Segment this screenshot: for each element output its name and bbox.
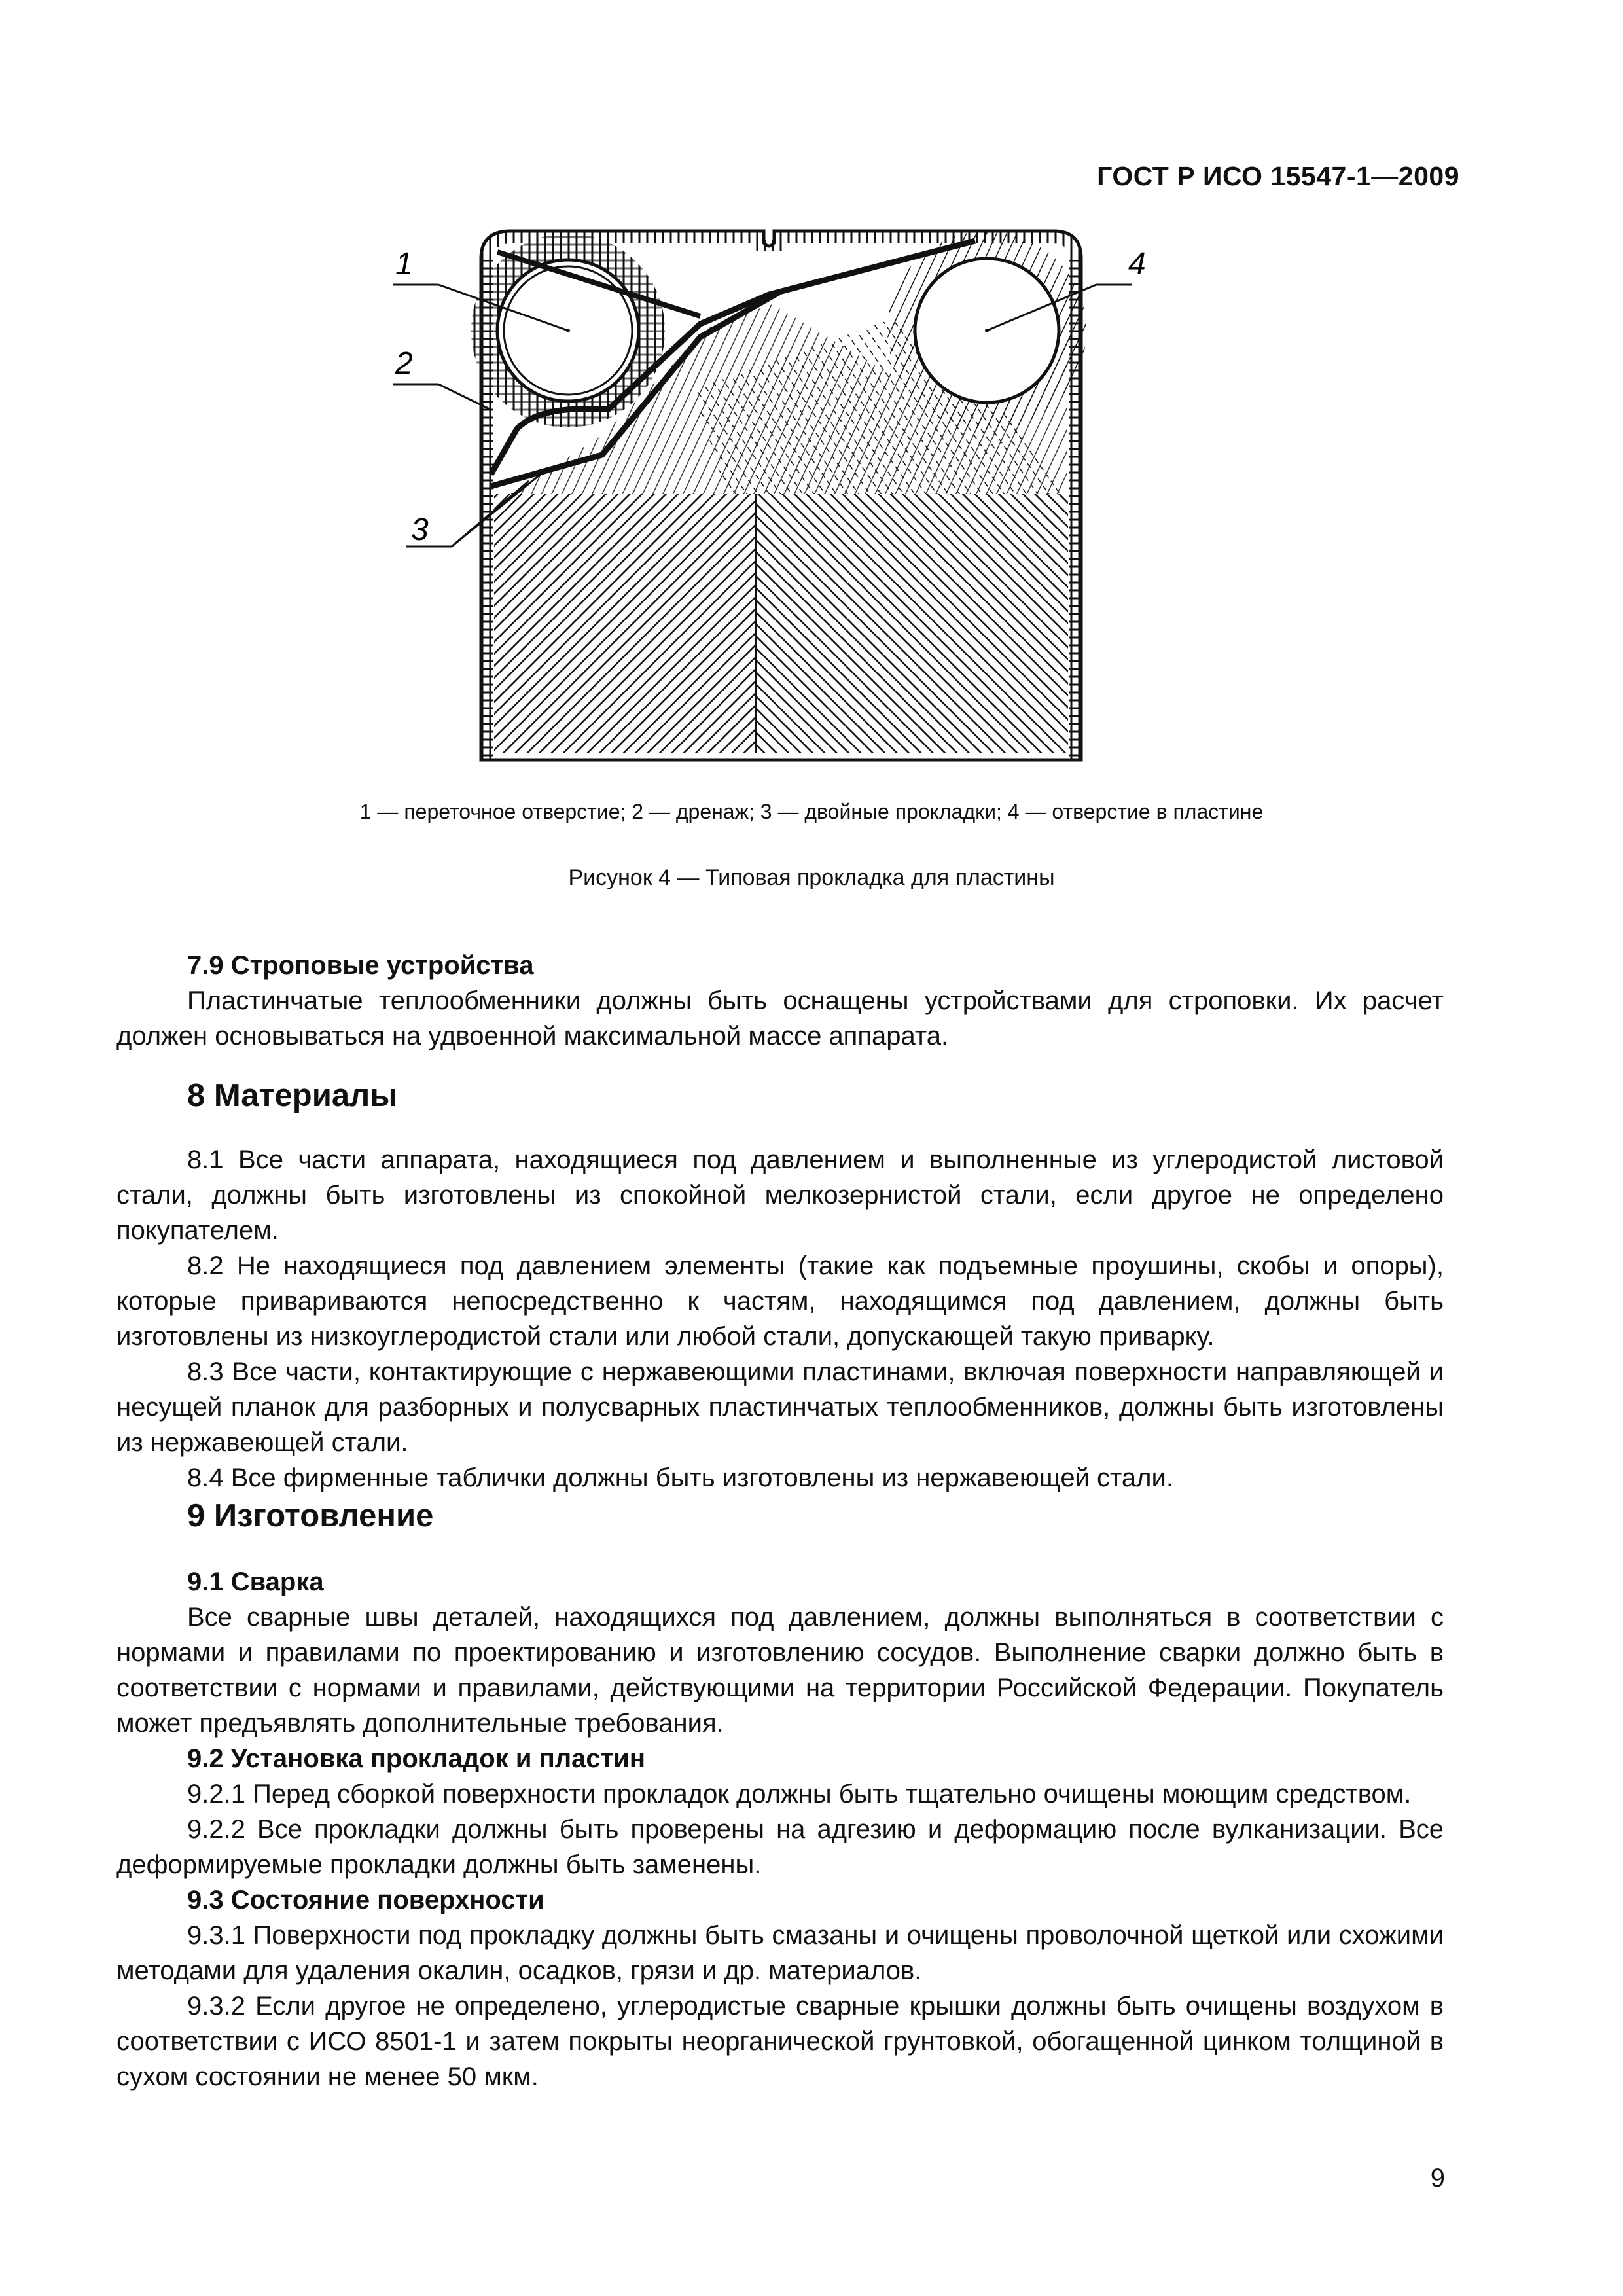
para-9-3-1: 9.3.1 Поверхности под прокладку должны быть смазаны и очищены проволочной щеткой или схожими методами для удаления окалин, осадков, грязи и др. материалов. [116,1921,1444,1985]
section-7-9 [116,948,1444,1054]
section-9-title: 9 Изготовление [187,1498,434,1534]
section-9 [116,1496,1444,1535]
figure-caption: Рисунок 4 — Типовая прокладка для пластины [568,865,1055,890]
section-8 [116,1076,1444,1115]
para-9-2-1: 9.2.1 Перед сборкой поверхности прокладок должны быть тщательно очищены моющим средством. [187,1780,1412,1808]
svg-text:4: 4 [1128,247,1146,281]
para-8-3: 8.3 Все части, контактирующие с нержавеющими пластинами, включая поверхности направляющей и несущей планок для разборных и полусварных пластинчатых теплообменников, должны быть изготовлены из нержавеющей стали. [116,1357,1444,1457]
section-7-9-text: Пластинчатые теплообменники должны быть оснащены устройствами для строповки. Их расчет должен основываться на удвоенной максимальной массе аппарата. [116,986,1444,1050]
section-9-2-title: 9.2 Установка прокладок и пластин [187,1744,645,1773]
section-8-paragraphs [116,1142,1444,1496]
section-7-9-title: 7.9 Строповые устройства [187,951,534,980]
gasket-plate-drawing [386,219,1146,768]
page-number: 9 [1430,2164,1445,2193]
para-9-2-2: 9.2.2 Все прокладки должны быть проверены на адгезию и деформацию после вулканизации. Все деформируемые прокладки должны быть заменены. [116,1815,1444,1879]
para-8-4: 8.4 Все фирменные таблички должны быть изготовлены из нержавеющей стали. [187,1463,1173,1492]
section-9-1-title: 9.1 Сварка [187,1568,324,1596]
section-8-title: 8 Материалы [187,1078,398,1113]
para-9-3-2: 9.3.2 Если другое не определено, углеродистые сварные крышки должны быть очищены воздухом в соответствии с ИСО 8501-1 и затем покрыты неорганической грунтовкой, обогащенной цинком толщиной в сухом состоянии не менее 50 мкм. [116,1992,1444,2091]
section-9-1-text: Все сварные швы деталей, находящихся под давлением, должны выполняться в соответствии с нормами и правилами по проектированию и изготовлению сосудов. Выполнение сварки должно быть в соответствии с нормами и правилами, действующими на территории Российской Федерации. Покупатель может предъявлять дополнительные требования. [116,1603,1444,1738]
section-9-content [116,1564,1444,2094]
document-id-header: ГОСТ Р ИСО 15547-1—2009 [1097,161,1459,191]
svg-text:3: 3 [411,512,429,547]
figure-legend: 1 — переточное отверстие; 2 — дренаж; 3 — двойные прокладки; 4 — отверстие в пластине [359,800,1264,823]
svg-text:2: 2 [395,346,413,381]
section-9-3-title: 9.3 Состояние поверхности [187,1886,544,1914]
svg-text:1: 1 [395,247,413,281]
para-8-2: 8.2 Не находящиеся под давлением элементы (такие как подъемные проушины, скобы и опоры), которые привариваются непосредственно к частям, находящимся под давлением, должны быть изготовлены из низкоуглеродистой стали или любой стали, допускающей такую приварку. [116,1251,1444,1351]
para-8-1: 8.1 Все части аппарата, находящиеся под давлением и выполненные из углеродистой листовой стали, должны быть изготовлены из спокойной мелкозернистой стали, если другое не определено покупателем. [116,1145,1444,1245]
